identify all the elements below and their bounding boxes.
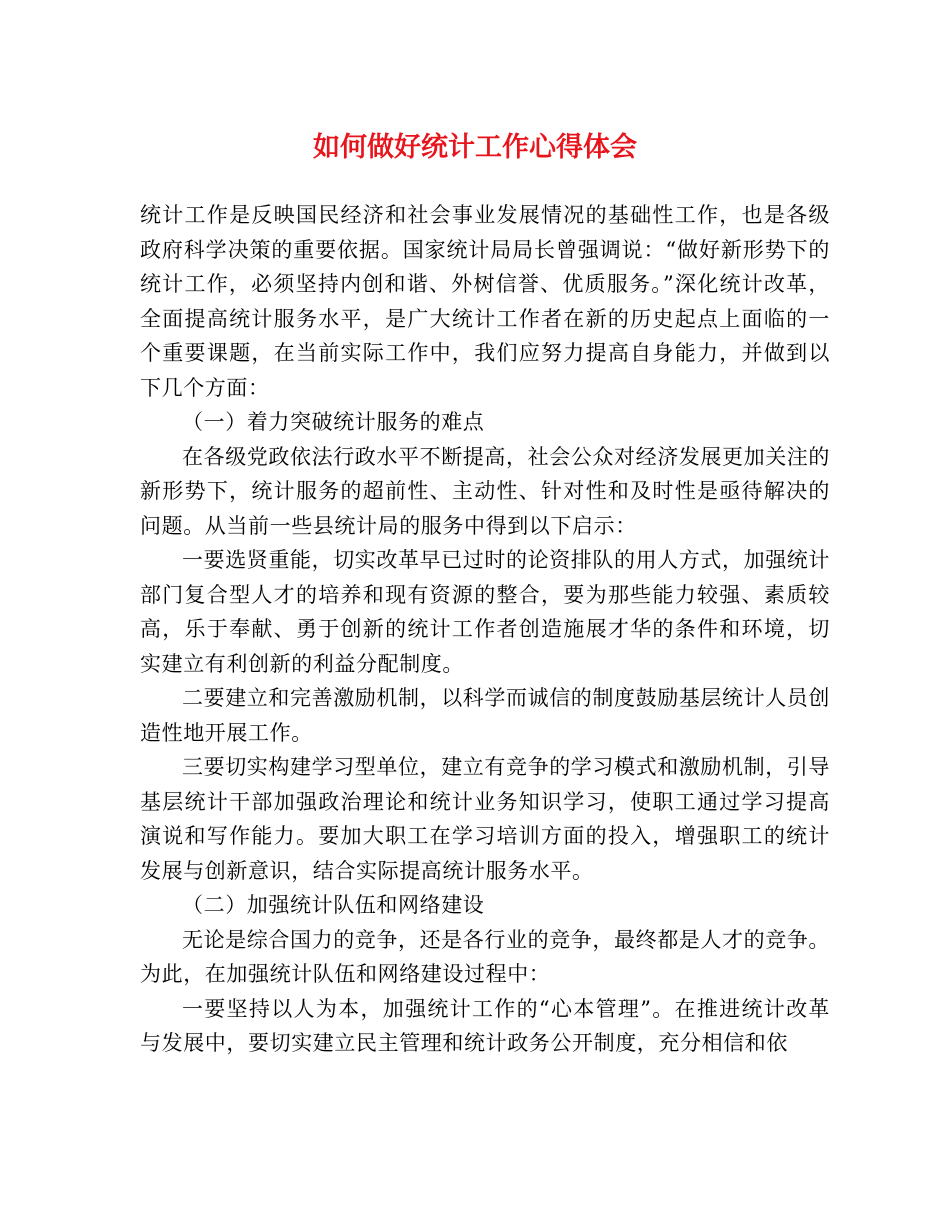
document-title: 如何做好统计工作心得体会: [313, 132, 637, 163]
body-paragraph: 在各级党政依法行政水平不断提高，社会公众对经济发展更加关注的新形势下，统计服务的超前性、主动性、针对性和及时性是亟待解决的问题。从当前一些县统计局的服务中得到以下启示：: [140, 444, 830, 538]
body-paragraph: 无论是综合国力的竞争，还是各行业的竞争，最终都是人才的竞争。为此，在加强统计队伍和网络建设过程中：: [140, 927, 830, 986]
section-heading-1: （一）着力突破统计服务的难点: [182, 410, 485, 434]
body-paragraph: 三要切实构建学习型单位，建立有竞争的学习模式和激励机制，引导基层统计干部加强政治理论和统计业务知识学习，使职工通过学习提高演说和写作能力。要加大职工在学习培训方面的投入，增强职工的统计发展与创新意识，结合实际提高统计服务水平。: [140, 755, 830, 883]
body-paragraph: 一要坚持以人为本，加强统计工作的“心本管理”。在推进统计改革与发展中，要切实建立民主管理和统计政务公开制度，充分相信和依: [140, 996, 830, 1055]
body-paragraph: 二要建立和完善激励机制，以科学而诚信的制度鼓励基层统计人员创造性地开展工作。: [140, 686, 830, 745]
section-heading-2: （二）加强统计队伍和网络建设: [182, 893, 485, 917]
intro-paragraph: 统计工作是反映国民经济和社会事业发展情况的基础性工作，也是各级政府科学决策的重要依据。国家统计局局长曾强调说：“做好新形势下的统计工作，必须坚持内创和谐、外树信誉、优质服务。”深化统计改革，全面提高统计服务水平，是广大统计工作者在新的历史起点上面临的一个重要课题，在当前实际工作中，我们应努力提高自身能力，并做到以下几个方面：: [140, 203, 830, 400]
document-body: [140, 198, 830, 1061]
body-paragraph: 一要选贤重能，切实改革早已过时的论资排队的用人方式，加强统计部门复合型人才的培养和现有资源的整合，要为那些能力较强、素质较高，乐于奉献、勇于创新的统计工作者创造施展才华的条件和环境，切实建立有利创新的利益分配制度。: [140, 548, 830, 676]
